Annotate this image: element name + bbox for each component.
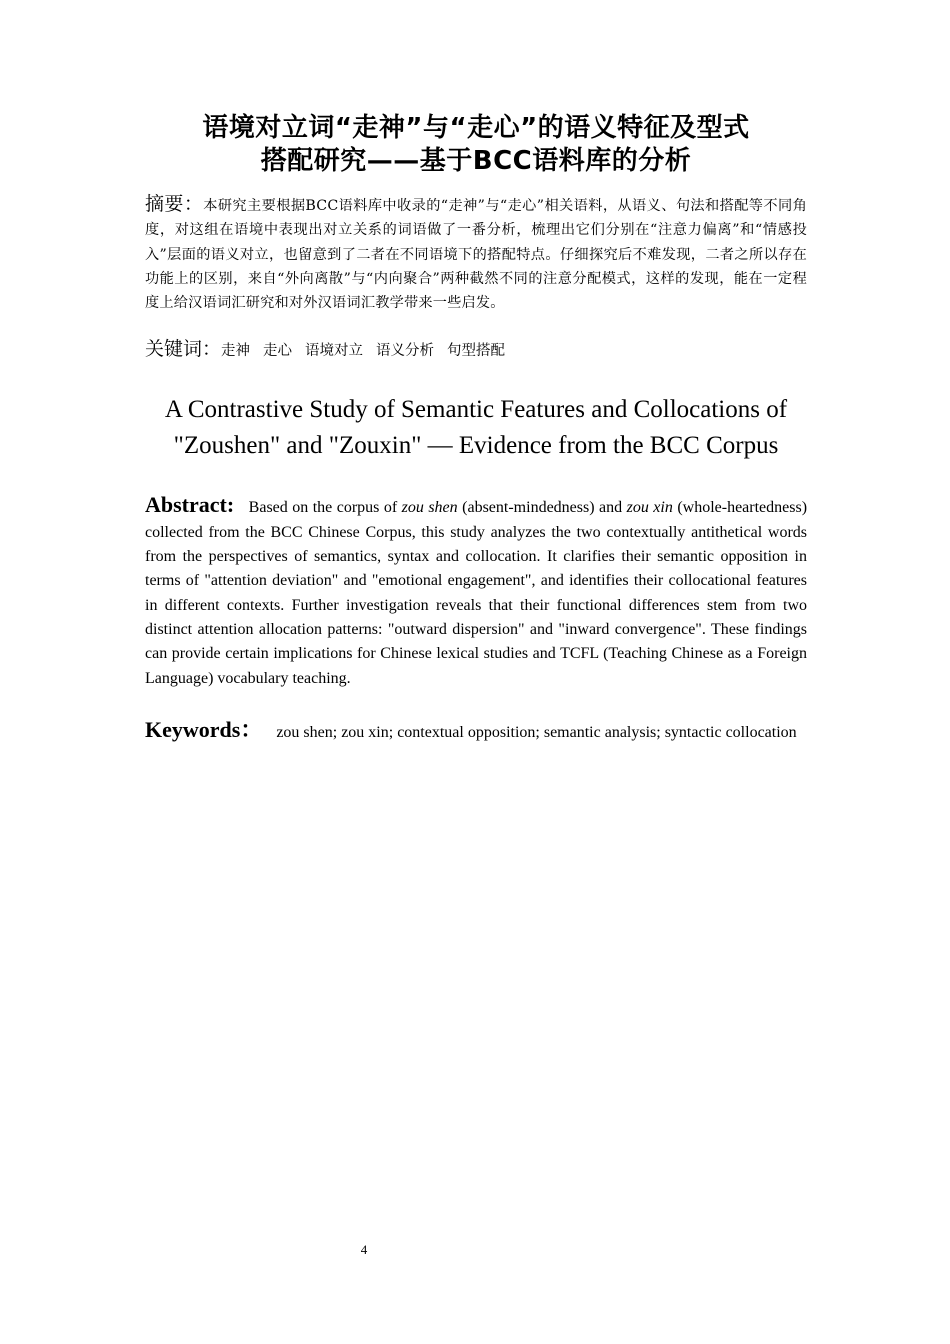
english-abstract <box>145 493 807 690</box>
chinese-keyword: 走心 <box>263 343 293 360</box>
chinese-title-line-1: 语境对立词“走神”与“走心”的语义特征及型式 <box>202 113 750 143</box>
chinese-keywords-label: 关键词： <box>145 338 222 361</box>
chinese-abstract <box>145 192 807 315</box>
chinese-keyword: 语境对立 <box>305 343 364 360</box>
english-abstract-label: Abstract: <box>145 492 235 518</box>
english-title <box>145 392 807 464</box>
chinese-abstract-label: 摘要： <box>145 193 204 215</box>
english-abstract-text-1: Based on the corpus of <box>248 499 398 517</box>
english-title-line-2: "Zoushen" and "Zouxin" — Evidence from the BCC Corpus <box>173 432 779 460</box>
chinese-keyword: 走神 <box>221 343 251 360</box>
chinese-keyword: 句型搭配 <box>447 343 506 360</box>
english-title-line-1: A Contrastive Study of Semantic Features and Collocations of <box>164 396 788 424</box>
english-abstract-term-zou-xin: zou xin <box>626 499 673 517</box>
english-abstract-text-3: (whole-heartedness) collected from the BCC Chinese Corpus, this study analyzes the two contextually antithetical words from the perspectives of semantics, syntax and collocation. It clarifies their semantic opposition in terms of "attention deviation" and "emotional engagement", and identifies their collocational features in different contexts. Further investigation reveals that their functional differences stem from two distinct attention allocation patterns: "outward dispersion" and "inward convergence". These findings can provide certain implications for Chinese lexical studies and TCFL (Teaching Chinese as a Foreign Language) vocabulary teaching. <box>145 499 808 687</box>
english-abstract-text-2: (absent-mindedness) and <box>462 499 623 517</box>
english-keywords-text: zou shen; zou xin; contextual opposition; semantic analysis; syntactic collocation <box>276 723 797 741</box>
chinese-title-line-2: 搭配研究——基于BCC语料库的分析 <box>260 146 692 176</box>
paper-page <box>145 112 807 745</box>
page-number: 4 <box>360 1242 368 1257</box>
english-abstract-term-zou-shen: zou shen <box>401 499 458 517</box>
chinese-abstract-text: 本研究主要根据BCC语料库中收录的“走神”与“走心”相关语料，从语义、句法和搭配等不同角度，对这组在语境中表现出对立关系的词语做了一番分析，梳理出它们分别在“注意力偏离”和“情感投入”层面的语义对立，也留意到了二者在不同语境下的搭配特点。仔细探究后不难发现，二者之所以存在功能上的区别，来自“外向离散”与“内向聚合”两种截然不同的注意分配模式，这样的发现，能在一定程度上给汉语词汇研究和对外汉语词汇教学带来一些启发。 <box>145 198 807 312</box>
english-keywords <box>145 717 807 745</box>
chinese-title <box>145 112 807 178</box>
chinese-keywords <box>145 336 807 364</box>
english-keywords-label: Keywords： <box>145 716 263 742</box>
chinese-keyword: 语义分析 <box>376 343 435 360</box>
